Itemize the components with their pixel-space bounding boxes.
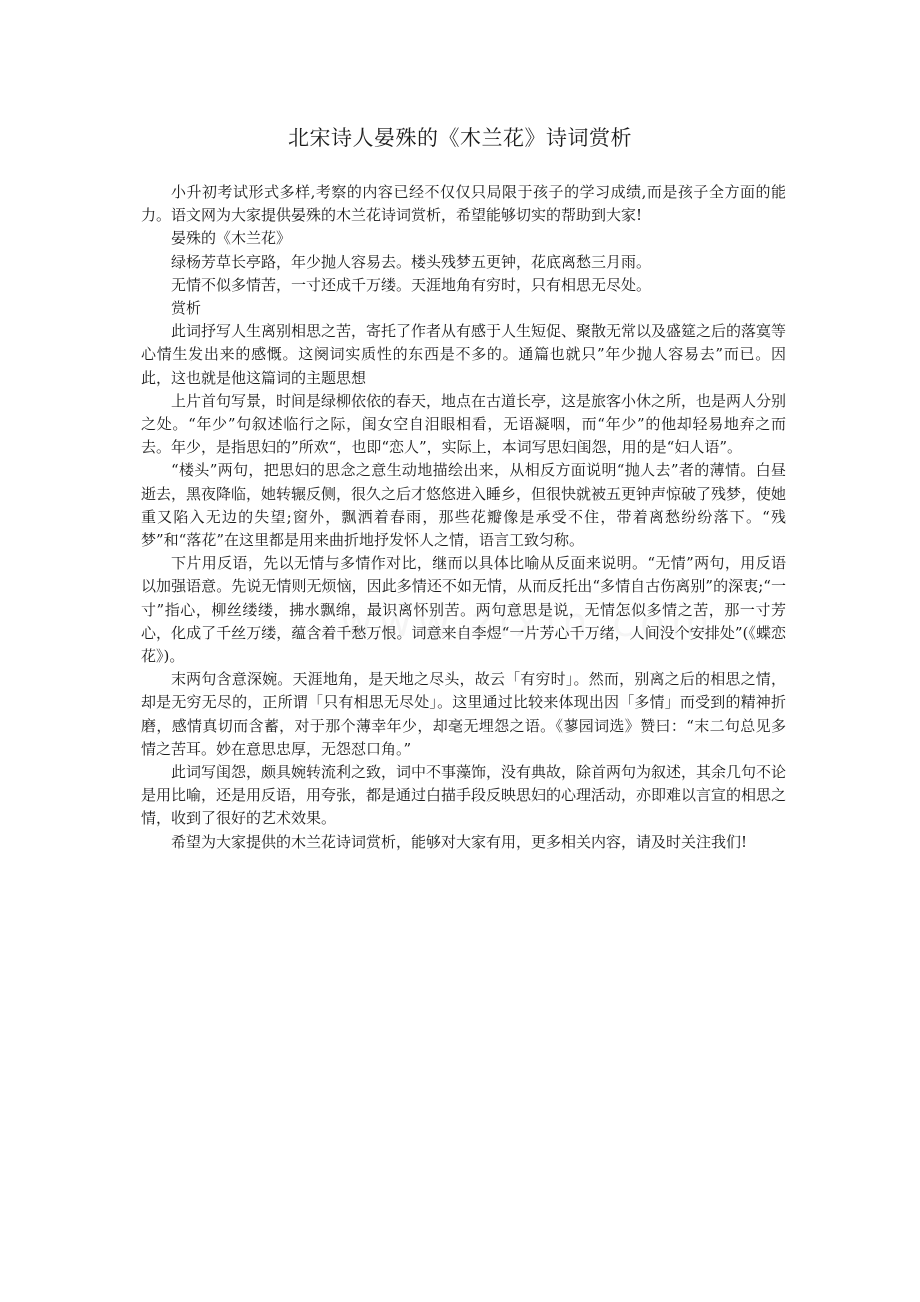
document-body [141,181,786,854]
paragraph-analysis-4: 下片用反语，先以无情与多情作对比，继而以具体比喻从反面来说明。“无情”两句，用反语以加强语意。先说无情则无烦恼，因此多情还不如无情，从而反托出“多情自古伤离别”的深衷;“一寸”指心，柳丝缕缕，拂水飘绵，最识离怀别苦。两句意思是说，无情怎似多情之苦，那一寸芳心，化成了千丝万缕，蕴含着千愁万恨。词意来自李煜“一片芳心千万绪，人间没个安排处”(《蝶恋花》)。 [141,554,786,666]
paragraph-analysis-5: 末两句含意深婉。天涯地角，是天地之尽头，故云「有穷时」。然而，别离之后的相思之情，却是无穷无尽的，正所谓「只有相思无尽处」。这里通过比较来体现出因「多情」而受到的精神折磨，感情真切而含蓄，对于那个薄幸年少，却毫无埋怨之语。《蓼园词选》赞曰：“末二句总见多情之苦耳。妙在意思忠厚，无怨怼口角。” [141,670,786,758]
paragraph-analysis-6: 此词写闺怨，颇具婉转流利之致，词中不事藻饰，没有典故，除首两句为叙述，其余几句不论是用比喻，还是用反语，用夸张，都是通过白描手段反映思妇的心理活动，亦即难以言宣的相思之情，收到了很好的艺术效果。 [141,763,787,828]
paragraph-intro: 小升初考试形式多样,考察的内容已经不仅仅只局限于孩子的学习成绩,而是孩子全方面的能力。语文网为大家提供晏殊的木兰花诗词赏析，希望能够切实的帮助到大家! [141,183,786,225]
poem-heading: 晏殊的《木兰花》 [171,229,292,248]
poem-line-1: 绿杨芳草长亭路，年少抛人容易去。楼头残梦五更钟，花底离愁三月雨。 [171,252,652,271]
paragraph-closing: 希望为大家提供的木兰花诗词赏析，能够对大家有用，更多相关内容，请及时关注我们! [171,832,748,851]
paragraph-analysis-2: 上片首句写景，时间是绿柳依依的春天，地点在古道长亭，这是旅客小休之所，也是两人分别之处。“年少”句叙述临行之际，闺女空自泪眼相看，无语凝咽，而“年少”的他却轻易地弃之而去。年少，是指思妇的”所欢“，也即“恋人”，实际上，本词写思妇闺怨，用的是“妇人语”。 [141,391,787,457]
paragraph-analysis-1: 此词抒写人生离别相思之苦，寄托了作者从有感于人生短促、聚散无常以及盛筵之后的落寞等心情生发出来的感慨。这阕词实质性的东西是不多的。通篇也就只”年少抛人容易去”而已。因此，这也就是他这篇词的主题思想 [141,322,787,387]
analysis-heading: 赏析 [171,299,202,318]
poem-line-2: 无情不似多情苦，一寸还成千万缕。天涯地角有穷时，只有相思无尽处。 [171,275,652,294]
paragraph-analysis-3: “楼头”两句，把思妇的思念之意生动地描绘出来，从相反方面说明“抛人去”者的薄情。白昼逝去，黑夜降临，她转辗反侧，很久之后才悠悠进入睡乡，但很快就被五更钟声惊破了残梦，使她重又陷入无边的失望;窗外，飘洒着春雨，那些花瓣像是承受不住，带着离愁纷纷落下。“残梦”和“落花”在这里都是用来曲折地抒发怀人之情，语言工致匀称。 [141,461,787,550]
document-title: 北宋诗人晏殊的《木兰花》诗词赏析 [288,126,632,150]
